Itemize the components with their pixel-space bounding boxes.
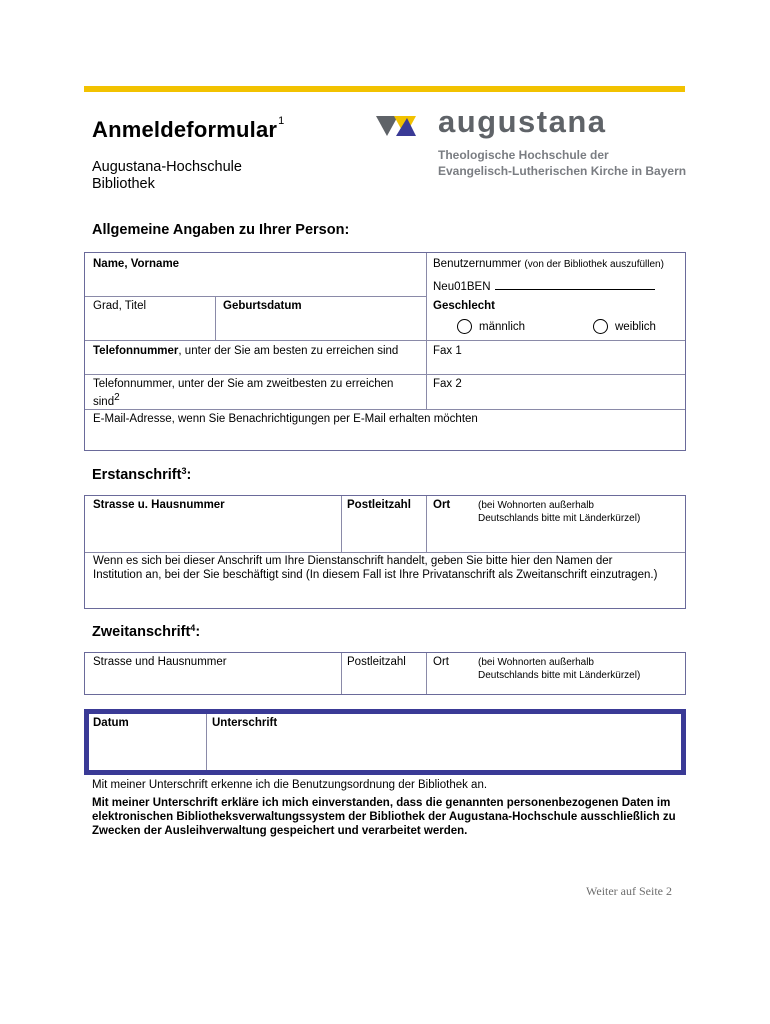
address2-heading: Zweitanschrift$^4$: — [92, 623, 201, 640]
title-field-label[interactable]: Grad, Titel — [93, 300, 147, 312]
email-field-label[interactable]: E-Mail-Adresse, wenn Sie Benachrichtigungen per E-Mail erhalten möchten — [93, 413, 478, 425]
zip2-field-label[interactable]: Postleitzahl — [347, 656, 406, 668]
zip1-field-label[interactable]: Postleitzahl — [347, 499, 411, 511]
phone2-field-label[interactable]: Telefonnummer, unter der Sie am zweitbesten zu erreichen sind$^2$ — [93, 378, 394, 408]
person-table — [84, 252, 686, 451]
city1-note: (bei Wohnorten außerhalb Deutschlands bitte mit Länderkürzel) — [478, 500, 641, 524]
street1-field-label[interactable]: Strasse u. Hausnummer — [93, 499, 225, 511]
logo-subtitle-line2: Evangelisch-Lutherischen Kirche in Bayern — [438, 164, 687, 178]
fax1-field-label[interactable]: Fax 1 — [433, 345, 462, 357]
logo-subtitle-line1: Theologische Hochschule der — [438, 148, 609, 162]
consent-terms: Mit meiner Unterschrift erkenne ich die Benutzungsordnung der Bibliothek an. — [92, 779, 488, 791]
city2-note: (bei Wohnorten außerhalb Deutschlands bitte mit Länderkürzel) — [478, 657, 641, 681]
consent-data-privacy: Mit meiner Unterschrift erkläre ich mich einverstanden, dass die genannten personenbezogenen Daten im elektronischen Bibliotheksverwaltungssystem der Bibliothek der Augustana-Hochschule ausschließlich zu Zwecken der Ausleihverwaltung gespeichert und verarbeitet werden. — [92, 797, 676, 837]
phone1-field-label[interactable]: Telefonnummer, unter der Sie am besten zu erreichen sind — [93, 345, 399, 357]
person-section-heading: Allgemeine Angaben zu Ihrer Person: — [92, 222, 350, 238]
signature-box — [84, 709, 686, 775]
birthdate-field-label[interactable]: Geburtsdatum — [223, 300, 302, 312]
signature-field-label[interactable]: Unterschrift — [212, 717, 278, 729]
fax2-field-label[interactable]: Fax 2 — [433, 378, 462, 390]
augustana-logo — [376, 104, 687, 180]
logo-mark-icon — [376, 116, 436, 144]
city1-field-label[interactable]: Ort — [433, 499, 451, 511]
institution-department: Bibliothek — [92, 176, 155, 192]
gender-label: Geschlecht — [433, 300, 495, 312]
gender-male-label: männlich — [479, 321, 526, 333]
address1-table — [84, 495, 686, 609]
institution-name: Augustana-Hochschule — [92, 159, 242, 175]
usernr-label: Benutzernummer (von der Bibliothek auszufüllen) — [433, 258, 664, 270]
institution-field-label[interactable]: Wenn es sich bei dieser Anschrift um Ihre Dienstanschrift handelt, geben Sie bitte hier den Namen der Institution an, bei der Sie beschäftigt sind (In diesem Fall ist Ihre Privatanschrift als Zweitanschrift einzutragen.) — [93, 555, 658, 581]
form-title: Anmeldeformular$^1$ — [92, 115, 285, 142]
gender-male-radio[interactable] — [457, 319, 472, 334]
name-field-label[interactable]: Name, Vorname — [93, 258, 180, 270]
gender-female-radio[interactable] — [593, 319, 608, 334]
continue-page-note: Weiter auf Seite 2 — [586, 884, 672, 898]
neuben-field[interactable]: Neu01BEN — [433, 279, 655, 294]
city2-field-label[interactable]: Ort — [433, 656, 449, 668]
top-accent-bar — [84, 86, 685, 92]
address2-table — [84, 652, 686, 695]
street2-field-label[interactable]: Strasse und Hausnummer — [93, 656, 227, 668]
date-field-label[interactable]: Datum — [93, 717, 129, 729]
gender-female-label: weiblich — [615, 321, 656, 333]
address1-heading: Erstanschrift$^3$: — [92, 466, 192, 483]
logo-wordmark: augustana — [438, 104, 607, 139]
